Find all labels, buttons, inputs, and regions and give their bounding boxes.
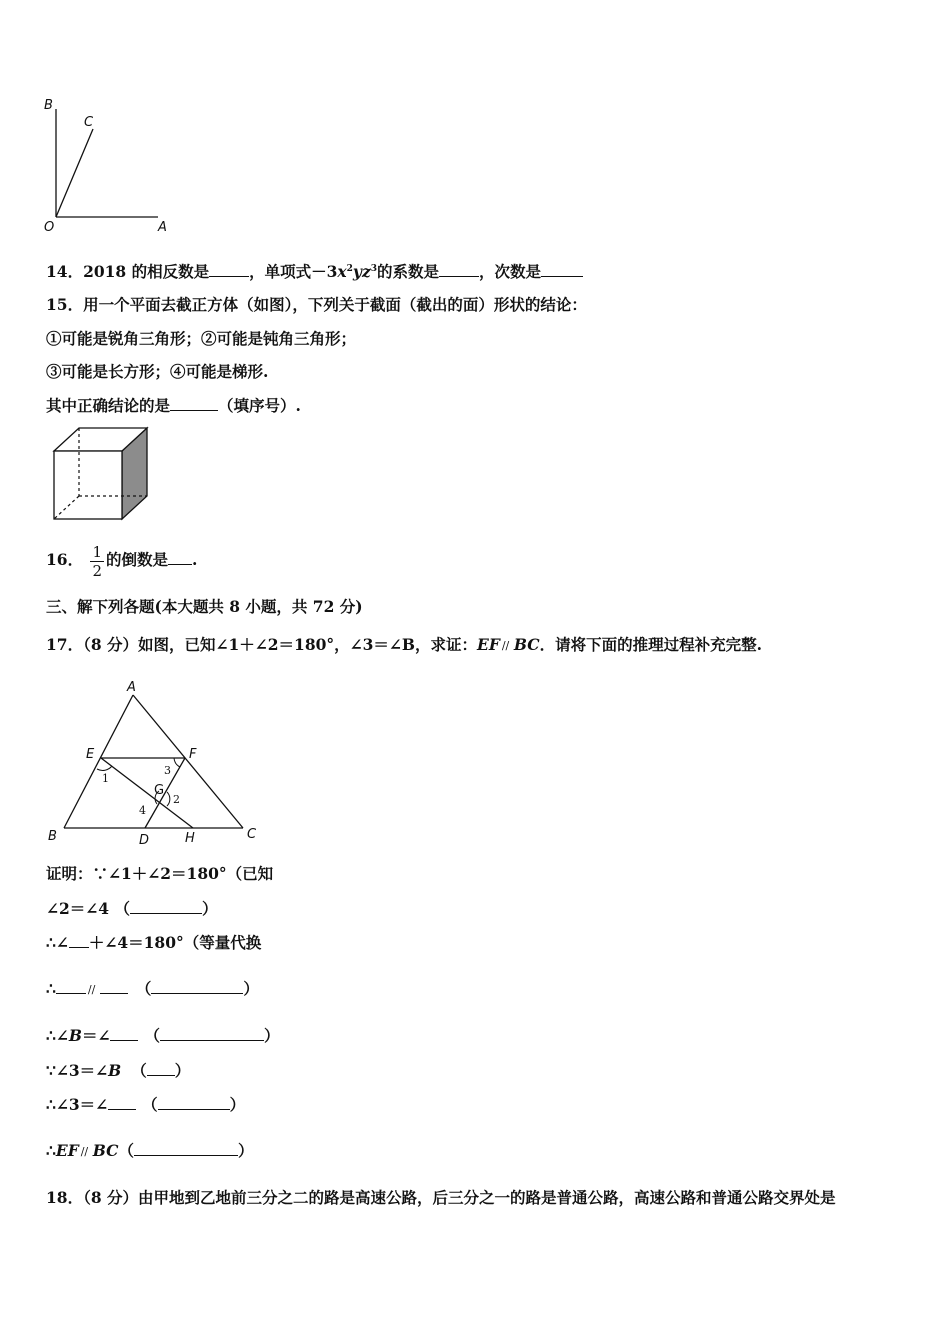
proof2-b: ） xyxy=(201,899,218,918)
proof7-blank-1[interactable] xyxy=(108,1094,136,1110)
q14-mid2: ，次数是 xyxy=(479,262,542,281)
proof7-a: ∴∠3＝∠ xyxy=(46,1095,109,1114)
proof-line-1: 证明：∵∠1＋∠2＝180°（已知 xyxy=(46,864,274,883)
label-c: C xyxy=(247,827,257,842)
angle-label-1: 1 xyxy=(102,772,109,785)
side-ab xyxy=(64,695,133,828)
question-18: 18．（8 分）由甲地到乙地前三分之二的路是高速公路，后三分之一的路是普通公路，高速公路和普通公路交界处是 xyxy=(46,1188,836,1207)
label-o: O xyxy=(44,220,55,235)
q15-answer-label: 其中正确结论的是 xyxy=(46,396,171,415)
label-a: A xyxy=(127,680,136,695)
proof-line-8: ∴EF // BC（ ） xyxy=(46,1141,254,1160)
proof6-c: （ xyxy=(131,1061,147,1080)
proof6-a: ∵∠3＝∠ xyxy=(46,1061,109,1080)
proof4-blank-2[interactable] xyxy=(100,978,128,994)
angle-label-3: 3 xyxy=(164,764,171,777)
q14-prefix: 14．2018 的相反数是 xyxy=(46,262,210,281)
proof4-blank-1[interactable] xyxy=(56,978,86,994)
proof5-c: ＝∠ xyxy=(81,1026,111,1045)
proof5-a: ∴∠ xyxy=(46,1026,69,1045)
proof5-b: B xyxy=(68,1026,82,1045)
proof7-blank-2[interactable] xyxy=(158,1094,230,1110)
proof5-blank-1[interactable] xyxy=(110,1025,138,1041)
q16-fraction xyxy=(90,543,104,580)
proof4-blank-3[interactable] xyxy=(151,978,243,994)
q14-x-exponent: 2 xyxy=(346,264,353,274)
q16-prefix: 16． xyxy=(46,550,84,569)
angle-label-4: 4 xyxy=(139,804,146,817)
proof2-blank[interactable] xyxy=(130,898,202,914)
proof5-d: （ xyxy=(144,1026,160,1045)
q16-suffix: 的倒数是 xyxy=(106,550,169,569)
proof3-a: ∴∠ xyxy=(46,933,69,952)
label-h: H xyxy=(185,831,195,846)
question-15-line4 xyxy=(46,395,301,416)
label-e: E xyxy=(86,747,95,762)
q14-z-exponent: 3 xyxy=(370,264,378,274)
label-b: B xyxy=(44,98,53,113)
q14-mid: ，单项式－3 xyxy=(249,262,338,281)
angle-label-2: 2 xyxy=(173,793,180,806)
q14-var-y: y xyxy=(352,262,362,281)
triangle-figure xyxy=(40,678,270,850)
proof8-a: ∴ xyxy=(46,1141,56,1160)
angle-arc-3 xyxy=(174,758,180,767)
q17-intro-b: ．请将下面的推理过程补充完整. xyxy=(539,635,762,654)
q15-answer-blank[interactable] xyxy=(170,395,218,411)
question-15-line2: ①可能是锐角三角形；②可能是钝角三角形； xyxy=(46,329,357,348)
proof-line-5 xyxy=(46,1025,280,1046)
proof3-blank[interactable] xyxy=(69,932,89,948)
label-c: C xyxy=(84,115,94,130)
proof5-e: ） xyxy=(263,1026,280,1045)
label-d: D xyxy=(139,833,150,848)
proof6-blank[interactable] xyxy=(147,1060,175,1076)
angle-figure xyxy=(40,95,180,235)
proof3-b: ＋∠4＝180°（等量代换 xyxy=(88,933,262,952)
proof8-c: ） xyxy=(237,1141,254,1160)
q14-blank-1[interactable] xyxy=(209,261,249,277)
question-17-intro: 17．（8 分）如图，已知∠1＋∠2＝180°，∠3＝∠B，求证：EF // BC．请将下面的推理过程补充完整. xyxy=(46,635,762,654)
q14-var-z: z xyxy=(361,262,371,281)
q17-ef: EF xyxy=(477,635,500,654)
q17-intro-a: 17．（8 分）如图，已知∠1＋∠2＝180°，∠3＝∠B，求证： xyxy=(46,635,478,654)
section-3-title: 三、解下列各题(本大题共 8 小题，共 72 分) xyxy=(46,597,363,616)
question-16 xyxy=(46,540,197,580)
label-a: A xyxy=(158,220,167,235)
angle-arc-2 xyxy=(167,792,170,806)
proof4-c: ） xyxy=(243,979,259,998)
label-f: F xyxy=(189,747,197,762)
q14-after: 的系数是 xyxy=(377,262,440,281)
q17-bc: BC xyxy=(513,635,540,654)
proof-line-2 xyxy=(46,898,217,919)
question-15-line1: 15．用一个平面去截正方体（如图），下列关于截面（截出的面）形状的结论： xyxy=(46,295,587,314)
proof8-bc: BC xyxy=(92,1141,119,1160)
q14-blank-3[interactable] xyxy=(541,261,583,277)
proof7-c: ） xyxy=(229,1095,246,1114)
label-g: G xyxy=(154,783,165,798)
q14-blank-2[interactable] xyxy=(439,261,479,277)
cube-figure xyxy=(50,425,152,523)
q16-end: . xyxy=(192,550,198,569)
proof8-ef: EF xyxy=(55,1141,79,1160)
label-b: B xyxy=(48,829,57,844)
proof4-b: （ xyxy=(135,979,152,998)
proof4-a: ∴ xyxy=(46,979,56,998)
q16-blank[interactable] xyxy=(168,549,192,565)
proof7-b: （ xyxy=(142,1095,158,1114)
proof6-b: B xyxy=(108,1061,122,1080)
proof-line-6 xyxy=(46,1060,190,1081)
proof8-blank[interactable] xyxy=(134,1140,238,1156)
proof-line-3 xyxy=(46,932,261,953)
cube-front-face xyxy=(54,451,122,519)
proof6-d: ） xyxy=(174,1061,191,1080)
q14-var-x: x xyxy=(337,262,347,281)
proof2-a: ∠2＝∠4 （ xyxy=(46,899,130,918)
proof-line-4: ∴ // （ ） xyxy=(46,979,259,998)
q16-denominator: 2 xyxy=(92,561,103,580)
proof8-b: （ xyxy=(118,1141,134,1160)
angle-arc-1 xyxy=(97,766,112,770)
q15-answer-hint: （填序号）. xyxy=(218,396,301,415)
proof-line-7 xyxy=(46,1094,245,1115)
ray-oc xyxy=(56,129,93,217)
side-ac xyxy=(133,695,243,828)
q16-numerator: 1 xyxy=(92,542,103,561)
proof5-blank-2[interactable] xyxy=(160,1025,264,1041)
question-14 xyxy=(46,261,583,282)
question-15-line3: ③可能是长方形；④可能是梯形. xyxy=(46,362,269,381)
